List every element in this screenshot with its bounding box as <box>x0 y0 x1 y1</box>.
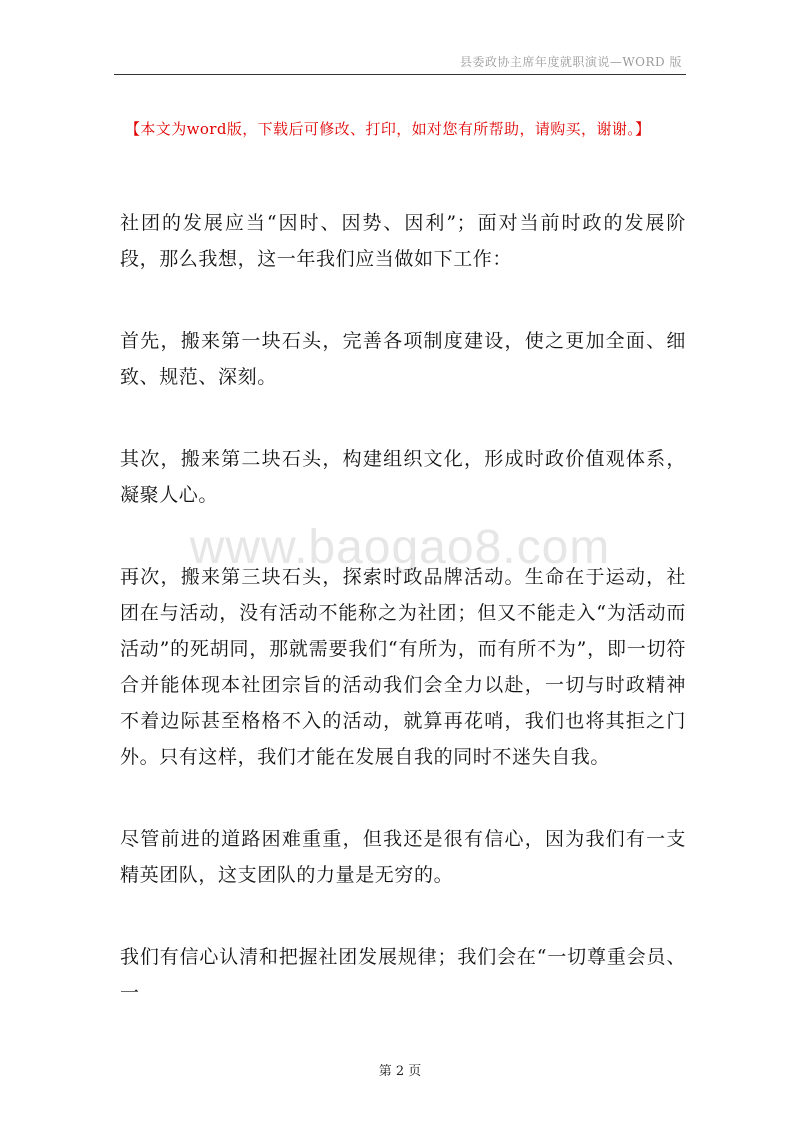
paragraph: 再次，搬来第三块石头，探索时政品牌活动。生命在于运动，社团在与活动，没有活动不能称之为社团；但又不能走入“为活动而活动”的死胡同，那就需要我们“有所为，而有所不为”，即一切符合并能体现本社团宗旨的活动我们会全力以赴，一切与时政精神不着边际甚至格格不入的活动，就算再花哨，我们也将其拒之门外。只有这样，我们才能在发展自我的同时不迷失自我。 <box>120 566 686 768</box>
download-notice: 【本文为word版，下载后可修改、打印，如对您有所帮助，请购买，谢谢。】 <box>125 120 651 138</box>
paragraph: 我们有信心认清和把握社团发展规律；我们会在“一切尊重会员、一 <box>120 946 686 1004</box>
paragraph: 首先，搬来第一块石头，完善各项制度建设，使之更加全面、细致、规范、深刻。 <box>120 330 686 388</box>
paragraph: 尽管前进的道路困难重重，但我还是很有信心，因为我们有一支精英团队，这支团队的力量是无穷的。 <box>120 828 686 886</box>
body-content <box>120 205 686 1057</box>
page-number: 第 2 页 <box>378 1064 422 1079</box>
document-header-title: 县委政协主席年度就职演说—WORD 版 <box>459 55 682 69</box>
paragraph: 其次，搬来第二块石头，构建组织文化，形成时政价值观体系，凝聚人心。 <box>120 448 686 506</box>
paragraph: 社团的发展应当“因时、因势、因利”；面对当前时政的发展阶段，那么我想，这一年我们应当做如下工作： <box>120 212 686 270</box>
watermark: www.baogao8.com <box>189 521 611 574</box>
header-divider <box>114 74 686 75</box>
